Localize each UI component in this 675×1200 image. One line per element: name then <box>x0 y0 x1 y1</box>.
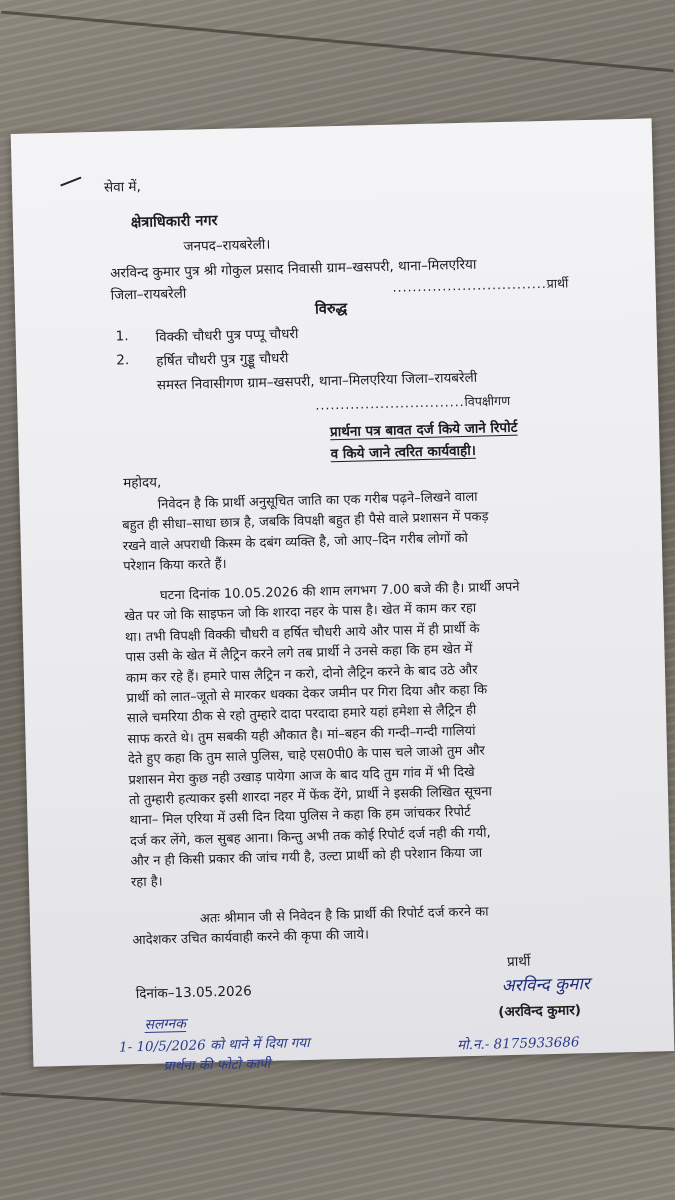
pen-mark <box>60 177 81 187</box>
opponents-heading: विरुद्ध <box>314 300 348 318</box>
paragraph-line: देते हुए कहा कि तुम साले पुलिस, चाहे एस0पी0 के पास चले जाओ तुम और <box>127 743 486 768</box>
paragraph-line: आदेशकर उचित कार्यवाही करने की कृपा की जाये। <box>132 927 370 949</box>
letter-date: दिनांक–13.05.2026 <box>135 983 252 1003</box>
paragraph-3 <box>132 900 603 952</box>
signature: अरविन्द कुमार <box>501 974 590 997</box>
paragraph-line: परेशान किया करते हैं। <box>123 557 227 575</box>
paragraph-line: रखने वाले अपराधी किस्म के दबंग व्यक्ति है, जो आए–दिन गरीब लोगों को <box>122 530 469 555</box>
paragraph-line: साले चमरिया ठीक से रहो तुम्हारे दादा परदादा हमारे यहां हमेशा से लैट्रिन ही <box>126 703 477 727</box>
opponent-number: 1. <box>115 328 129 345</box>
letter-page <box>11 118 675 1075</box>
paragraph-1 <box>122 485 594 578</box>
addressee-district: जनपद–रायबरेली। <box>183 236 271 255</box>
paragraph-line: खेत पर जो कि साइफन जो कि शारदा नहर के पास है। खेत में काम कर रहा <box>124 601 477 625</box>
opponents-role: विपक्षीगण <box>464 392 511 409</box>
salutation: सेवा में, <box>103 178 142 196</box>
addressee-office: क्षेत्राधिकारी नगर <box>130 212 218 232</box>
paragraph-line: निवेदन है कि प्रार्थी अनुसूचित जाति का एक गरीब पढ़ने–लिखने वाला <box>157 489 478 513</box>
paragraph-line: प्रशासन मेरा कुछ नही उखाड़ पायेगा आज के बाद यदि तुम गांव में भी दिखे <box>128 764 475 788</box>
enclosure-heading: सलग्नक <box>144 1015 187 1033</box>
opponent-name: विक्की चौधरी पुत्र पप्पू चौधरी <box>155 326 299 346</box>
paragraph-line: पास उसी के खेत में लैट्रिन करने लगे तब प्रार्थी ने उनसे कहा कि हम खेत में <box>125 642 473 666</box>
enclosure-line: 1- 10/5/2026 को थाने में दिया गया <box>118 1034 310 1056</box>
paragraph-2 <box>124 576 601 893</box>
subject-line: व किये जाने त्वरित कार्यवाही। <box>330 442 477 463</box>
applicant-line: अरविन्द कुमार पुत्र श्री गोकुल प्रसाद निवासी ग्राम–खसपरी, थाना–मिलएरिया <box>109 256 477 282</box>
paragraph-line: और न ही किसी प्रकार की जांच गयी है, उल्टा प्रार्थी को ही परेशान किया जा <box>130 845 483 870</box>
applicant-name: (अरविन्द कुमार) <box>498 1002 582 1021</box>
paragraph-line: तो तुम्हारी हत्याकर इसी शारदा नहर में फेंक देंगे, प्रार्थी ने इसकी लिखित सूचना <box>128 784 493 809</box>
applicant-district: जिला–रायबरेली <box>110 285 187 304</box>
subject-line: प्रार्थना पत्र बावत दर्ज किये जाने रिपोर्ट <box>329 419 518 441</box>
paragraph-line: काम कर रहे हैं। हमारे पास लैट्रिन न करो, दोनो लैट्रिन करने के बाद उठे और <box>125 662 478 686</box>
opponent-number: 2. <box>116 352 130 369</box>
opponents-address: समस्त निवासीगण ग्राम–खसपरी, थाना–मिलएरिया जिला–रायबरेली <box>156 369 478 394</box>
greeting: महोदय, <box>123 474 162 492</box>
closing-role: प्रार्थी <box>506 953 531 971</box>
applicant-role-line: ...............................प्रार्थी <box>392 275 569 295</box>
paragraph-line: था। तभी विपक्षी विक्की चौधरी व हर्षित चौधरी आये और पास में ही प्रार्थी के <box>124 621 480 646</box>
opponent-name: हर्षित चौधरी पुत्र गुड्डू चौधरी <box>156 350 289 370</box>
paragraph-line: रहा है। <box>130 874 163 890</box>
mobile-number: मो.न.- 8175933686 <box>456 1034 580 1054</box>
table-plank-seam <box>0 1092 674 1130</box>
paragraph-line: बहुत ही सीधा–साधा छात्र है, जबकि विपक्षी बहुत ही पैसे वाले प्रशासन में पकड़ <box>122 509 489 534</box>
paragraph-line: दर्ज कर लेंगे, कल सुबह आना। किन्तु अभी तक कोई रिपोर्ट दर्ज नही की गयी, <box>129 825 491 850</box>
paragraph-line: थाना– मिल एरिया में उसी दिन दिया पुलिस ने कहा कि हम जांचकर रिपोर्ट <box>129 805 471 829</box>
paragraph-line: घटना दिनांक 10.05.2026 की शाम लगभग 7.00 बजे की है। प्रार्थी अपने <box>159 579 520 604</box>
paragraph-line: अतः श्रीमान जी से निवेदन है कि प्रार्थी की रिपोर्ट दर्ज करने का <box>199 904 489 927</box>
enclosure-line: प्रार्थना की फोटो कापी <box>163 1055 271 1075</box>
table-plank-seam <box>1 11 674 73</box>
paragraph-line: साफ करते थे। तुम सबकी यही औकात है। मां–बहन की गन्दी–गन्दी गालियां <box>127 723 476 748</box>
paragraph-line: प्रार्थी को लात–जूतो से मारकर धक्का देकर जमीन पर गिरा दिया और कहा कि <box>126 682 488 707</box>
applicant-role: प्रार्थी <box>546 275 569 291</box>
opponents-role-line: ..............................विपक्षीगण <box>315 392 511 413</box>
